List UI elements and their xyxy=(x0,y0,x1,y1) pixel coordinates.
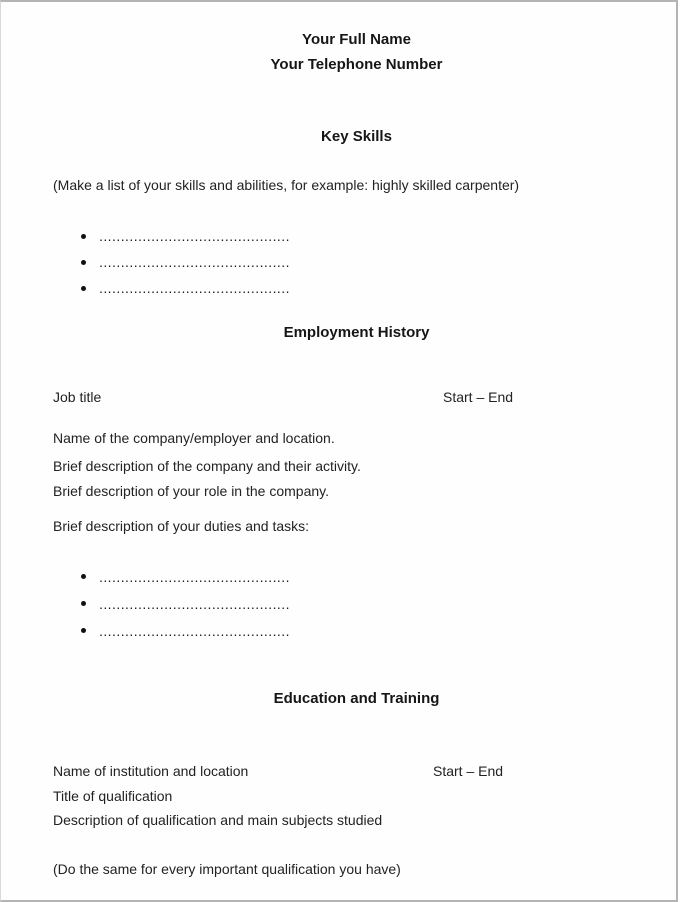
bullet-item xyxy=(53,563,666,590)
section-title-education: Education and Training xyxy=(273,690,440,707)
bullet-icon xyxy=(81,574,86,579)
education-note: (Do the same for every important qualification you have) xyxy=(53,861,401,877)
job-title-label: Job title xyxy=(53,389,102,405)
key-skills-hint: (Make a list of your skills and abilities, for example: highly skilled carpenter) xyxy=(53,177,520,193)
employment-dates-label: Start – End xyxy=(443,389,514,405)
bullet-item xyxy=(53,617,666,644)
company-activity-line: Brief description of the company and their activity. xyxy=(53,458,361,474)
dotted-line: ............................................ xyxy=(99,622,290,639)
qualification-description-line: Description of qualification and main subjects studied xyxy=(53,812,383,828)
bullet-icon xyxy=(81,628,86,633)
bullet-icon xyxy=(81,234,86,239)
bullet-icon xyxy=(81,286,86,291)
education-header-row xyxy=(53,762,676,780)
telephone-heading: Your Telephone Number xyxy=(270,56,443,73)
company-role-line: Brief description of your role in the company. xyxy=(53,483,329,499)
bullet-icon xyxy=(81,260,86,265)
dotted-line: ............................................ xyxy=(99,280,290,296)
dotted-line: ............................................ xyxy=(99,568,290,585)
education-dates-label: Start – End xyxy=(433,763,504,779)
bullet-item xyxy=(53,249,666,275)
employment-header-row xyxy=(53,388,676,406)
duties-label: Brief description of your duties and tasks: xyxy=(53,518,310,534)
section-title-employment: Employment History xyxy=(283,324,430,341)
qualification-line: Title of qualification xyxy=(53,788,173,804)
bullet-item xyxy=(53,275,666,301)
section-title-key-skills: Key Skills xyxy=(321,128,392,145)
bullet-icon xyxy=(81,601,86,606)
company-line: Name of the company/employer and location. xyxy=(53,430,335,446)
bullet-item xyxy=(53,223,666,249)
dotted-line: ............................................ xyxy=(99,254,290,270)
key-skills-bullet-list xyxy=(53,223,666,301)
dotted-line: ............................................ xyxy=(99,228,290,244)
institution-label: Name of institution and location xyxy=(53,763,249,779)
bullet-item xyxy=(53,590,666,617)
full-name-heading: Your Full Name xyxy=(302,31,411,48)
duties-bullet-list xyxy=(53,563,666,644)
dotted-line: ............................................ xyxy=(99,595,290,612)
